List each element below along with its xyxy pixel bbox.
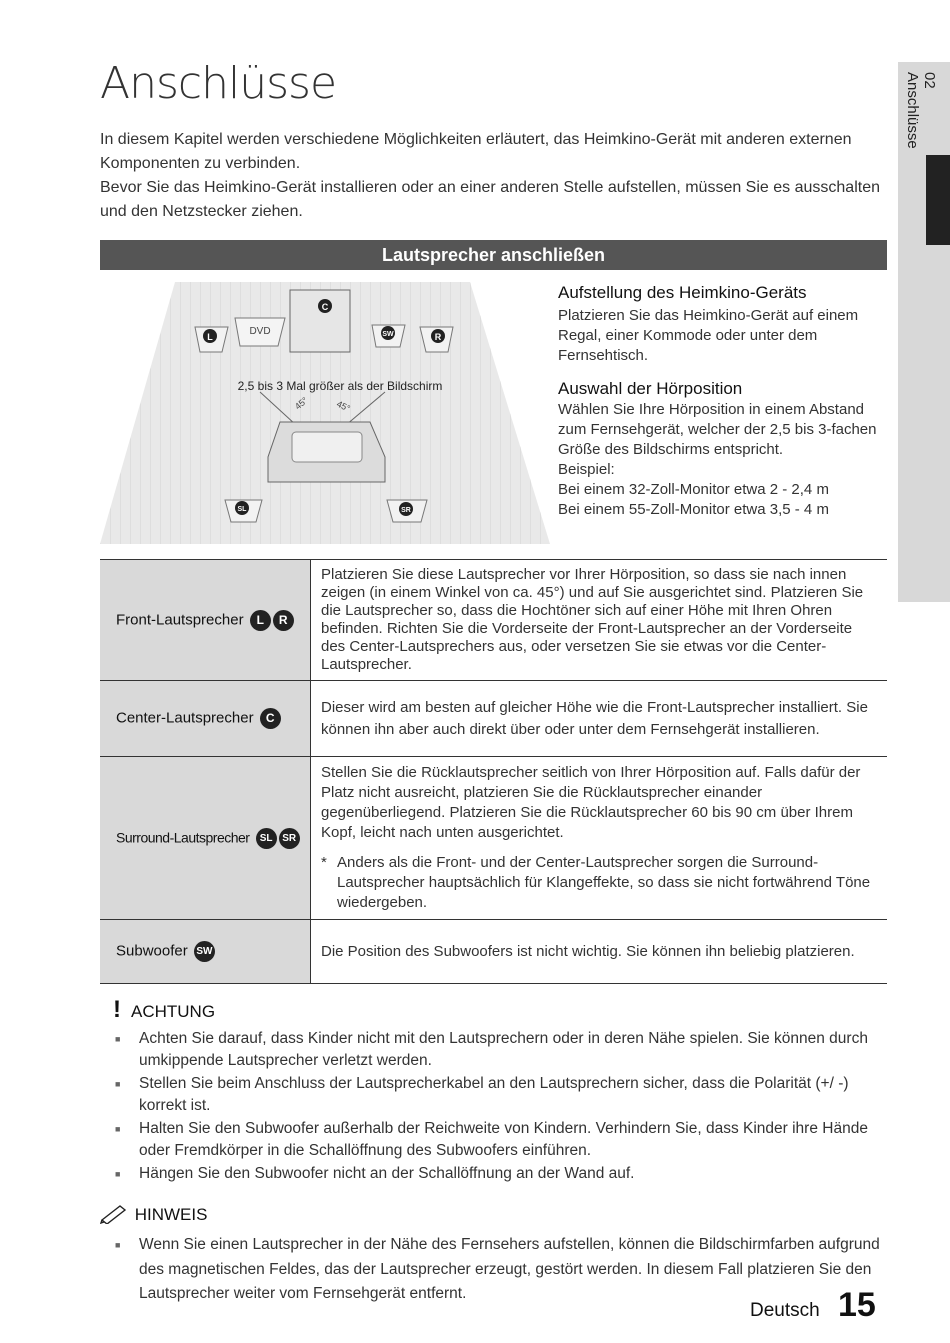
listening-block	[558, 379, 888, 520]
list-item: ■ Hängen Sie den Subwoofer nicht an der Schallöffnung an der Wand auf.	[112, 1163, 882, 1185]
badge-sr: SR	[279, 828, 300, 849]
surround-note-text: Anders als die Front- und der Center-Lautsprecher sorgen die Surround-Lautsprecher hauptsächlich für Klangeffekte, so dass sie nicht fortwährend Töne wiedergeben.	[337, 854, 871, 911]
placement-line: Fernsehtisch.	[558, 347, 649, 364]
placement-line: Platzieren Sie das Heimkino-Gerät auf einem	[558, 307, 859, 324]
badge-sr-text: SR	[401, 507, 411, 514]
intro-line: Bevor Sie das Heimkino-Gerät installieren oder an einer anderen Stelle aufstellen, müssen Sie es ausschalten	[100, 179, 880, 196]
row-label-text: Surround-Lautsprecher	[116, 828, 250, 845]
footer-language: Deutsch	[750, 1300, 820, 1321]
badge-r: R	[273, 610, 294, 631]
chapter-tab-marker	[926, 155, 950, 245]
badge-r-text: R	[434, 332, 442, 342]
row-label	[100, 757, 311, 920]
listening-line: zum Fernsehgerät, welcher der 2,5 bis 3-fachen	[558, 421, 877, 438]
note-heading	[100, 1202, 207, 1225]
badge-l-text: L	[207, 332, 213, 342]
badge-sl-text: SL	[237, 506, 247, 513]
list-item: ■ Halten Sie den Subwoofer außerhalb der Reichweite von Kindern. Verhindern Sie, dass Kinder ihre Hände oder Fremdkörper in die Schallöffnung des Subwoofers einführen.	[112, 1118, 882, 1162]
list-item: ■ Stellen Sie beim Anschluss der Lautsprecherkabel an den Lautsprechern sicher, dass die Polarität (+/ -) korrekt ist.	[112, 1073, 882, 1117]
placement-text	[558, 306, 888, 366]
table-row	[100, 920, 887, 984]
speaker-table	[100, 559, 887, 984]
listening-line: Bei einem 55-Zoll-Monitor etwa 3,5 - 4 m	[558, 501, 829, 518]
page-number: 15	[838, 1286, 876, 1324]
listening-line: Bei einem 32-Zoll-Monitor etwa 2 - 2,4 m	[558, 481, 829, 498]
chapter-name: Anschlüsse	[904, 72, 921, 149]
caution-heading	[113, 996, 215, 1024]
placement-heading: Aufstellung des Heimkino-Geräts	[558, 283, 807, 302]
badge-l: L	[250, 610, 271, 631]
badge-sw-text: SW	[382, 331, 394, 338]
intro-line: und den Netzstecker ziehen.	[100, 203, 303, 220]
caution-list	[112, 1028, 882, 1186]
table-row	[100, 560, 887, 681]
listening-heading: Auswahl der Hörposition	[558, 379, 743, 398]
note-asterisk: *	[321, 854, 327, 871]
note-list	[112, 1233, 882, 1308]
center-speaker-shape	[290, 290, 350, 352]
row-text: Die Position des Subwoofers ist nicht wichtig. Sie können ihn beliebig platzieren.	[311, 920, 888, 984]
row-label-text: Front-Lautsprecher	[116, 610, 244, 628]
row-label-text: Center-Lautsprecher	[116, 709, 254, 727]
placement-line: Regal, einer Kommode oder unter dem	[558, 327, 818, 344]
surround-text: Stellen Sie die Rücklautsprecher seitlich von Ihrer Hörposition auf. Falls dafür der Platz nicht ausreicht, platzieren Sie die Rücklautsprecher einander gegenüberliegend. Platzieren Sie die Rücklautsprecher 60 bis 90 cm über Ihrem Kopf, leicht nach unten ausgerichtet.	[321, 764, 861, 841]
row-text	[311, 757, 888, 920]
badge-sw: SW	[194, 941, 215, 962]
angle-label-left: 45°	[292, 395, 310, 412]
table-row	[100, 681, 887, 757]
sofa-seat	[292, 432, 362, 462]
list-item: ■ Achten Sie darauf, dass Kinder nicht mit den Lautsprechern oder in deren Nähe spielen. Sie können durch umkippende Lautsprecher verletzt werden.	[112, 1028, 882, 1072]
chapter-number: 02	[921, 72, 938, 89]
listening-text	[558, 400, 888, 520]
placement-block	[558, 283, 888, 366]
caution-title: ACHTUNG	[131, 1002, 216, 1021]
row-text: Dieser wird am besten auf gleicher Höhe wie die Front-Lautsprecher installiert. Sie können ihn aber auch direkt über oder unter dem Fernsehgerät installieren.	[311, 681, 888, 757]
row-text: Platzieren Sie diese Lautsprecher vor Ihrer Hörposition, so dass sie nach innen zeigen (in einem Winkel von ca. 45°) und auf Sie ausgerichtet sind. Platzieren Sie die Lautsprecher so, dass die Hochtöner sich auf einer Höhe mit Ihren Ohren befinden. Richten Sie die Vorderseite der Front-Lautsprecher an der Vorderseite des Center-Lautsprechers aus, oder versetzen Sie sie etwas vor die Center-Lautsprecher.	[311, 560, 888, 681]
row-label	[100, 560, 311, 681]
distance-label: 2,5 bis 3 Mal größer als der Bildschirm	[237, 379, 443, 393]
speaker-placement-diagram	[100, 282, 550, 544]
chapter-side-label	[904, 72, 938, 149]
page-title: Anschlüsse	[100, 58, 337, 109]
surround-note	[321, 853, 877, 913]
row-label-text: Subwoofer	[116, 942, 188, 960]
row-label	[100, 920, 311, 984]
pencil-icon	[100, 1202, 130, 1224]
badge-c: C	[260, 708, 281, 729]
table-row	[100, 757, 887, 920]
intro-line: In diesem Kapitel werden verschiedene Möglichkeiten erläutert, das Heimkino-Gerät mit anderen externen	[100, 131, 852, 148]
intro-paragraph-2	[100, 176, 890, 224]
note-title: HINWEIS	[134, 1205, 208, 1224]
section-heading-bar: Lautsprecher anschließen	[100, 240, 887, 270]
listening-line: Beispiel:	[558, 461, 615, 478]
listening-line: Größe des Bildschirms entspricht.	[558, 441, 784, 458]
listening-line: Wählen Sie Ihre Hörposition in einem Abstand	[558, 401, 865, 418]
list-item: ■ Wenn Sie einen Lautsprecher in der Nähe des Fernsehers aufstellen, können die Bildschirmfarben aufgrund des magnetischen Feldes, das der Lautsprecher erzeugt, gestört werden. In diesem Fall platzieren Sie den Lautsprecher weiter vom Fernsehgerät entfernt.	[112, 1233, 882, 1307]
dvd-label: DVD	[249, 326, 271, 337]
caution-icon: !	[113, 996, 121, 1023]
badge-sl: SL	[256, 828, 277, 849]
intro-line: Komponenten zu verbinden.	[100, 155, 301, 172]
badge-c-text: C	[321, 302, 329, 312]
angle-label-right: 45°	[335, 398, 352, 414]
intro-paragraph-1	[100, 128, 890, 176]
row-label	[100, 681, 311, 757]
